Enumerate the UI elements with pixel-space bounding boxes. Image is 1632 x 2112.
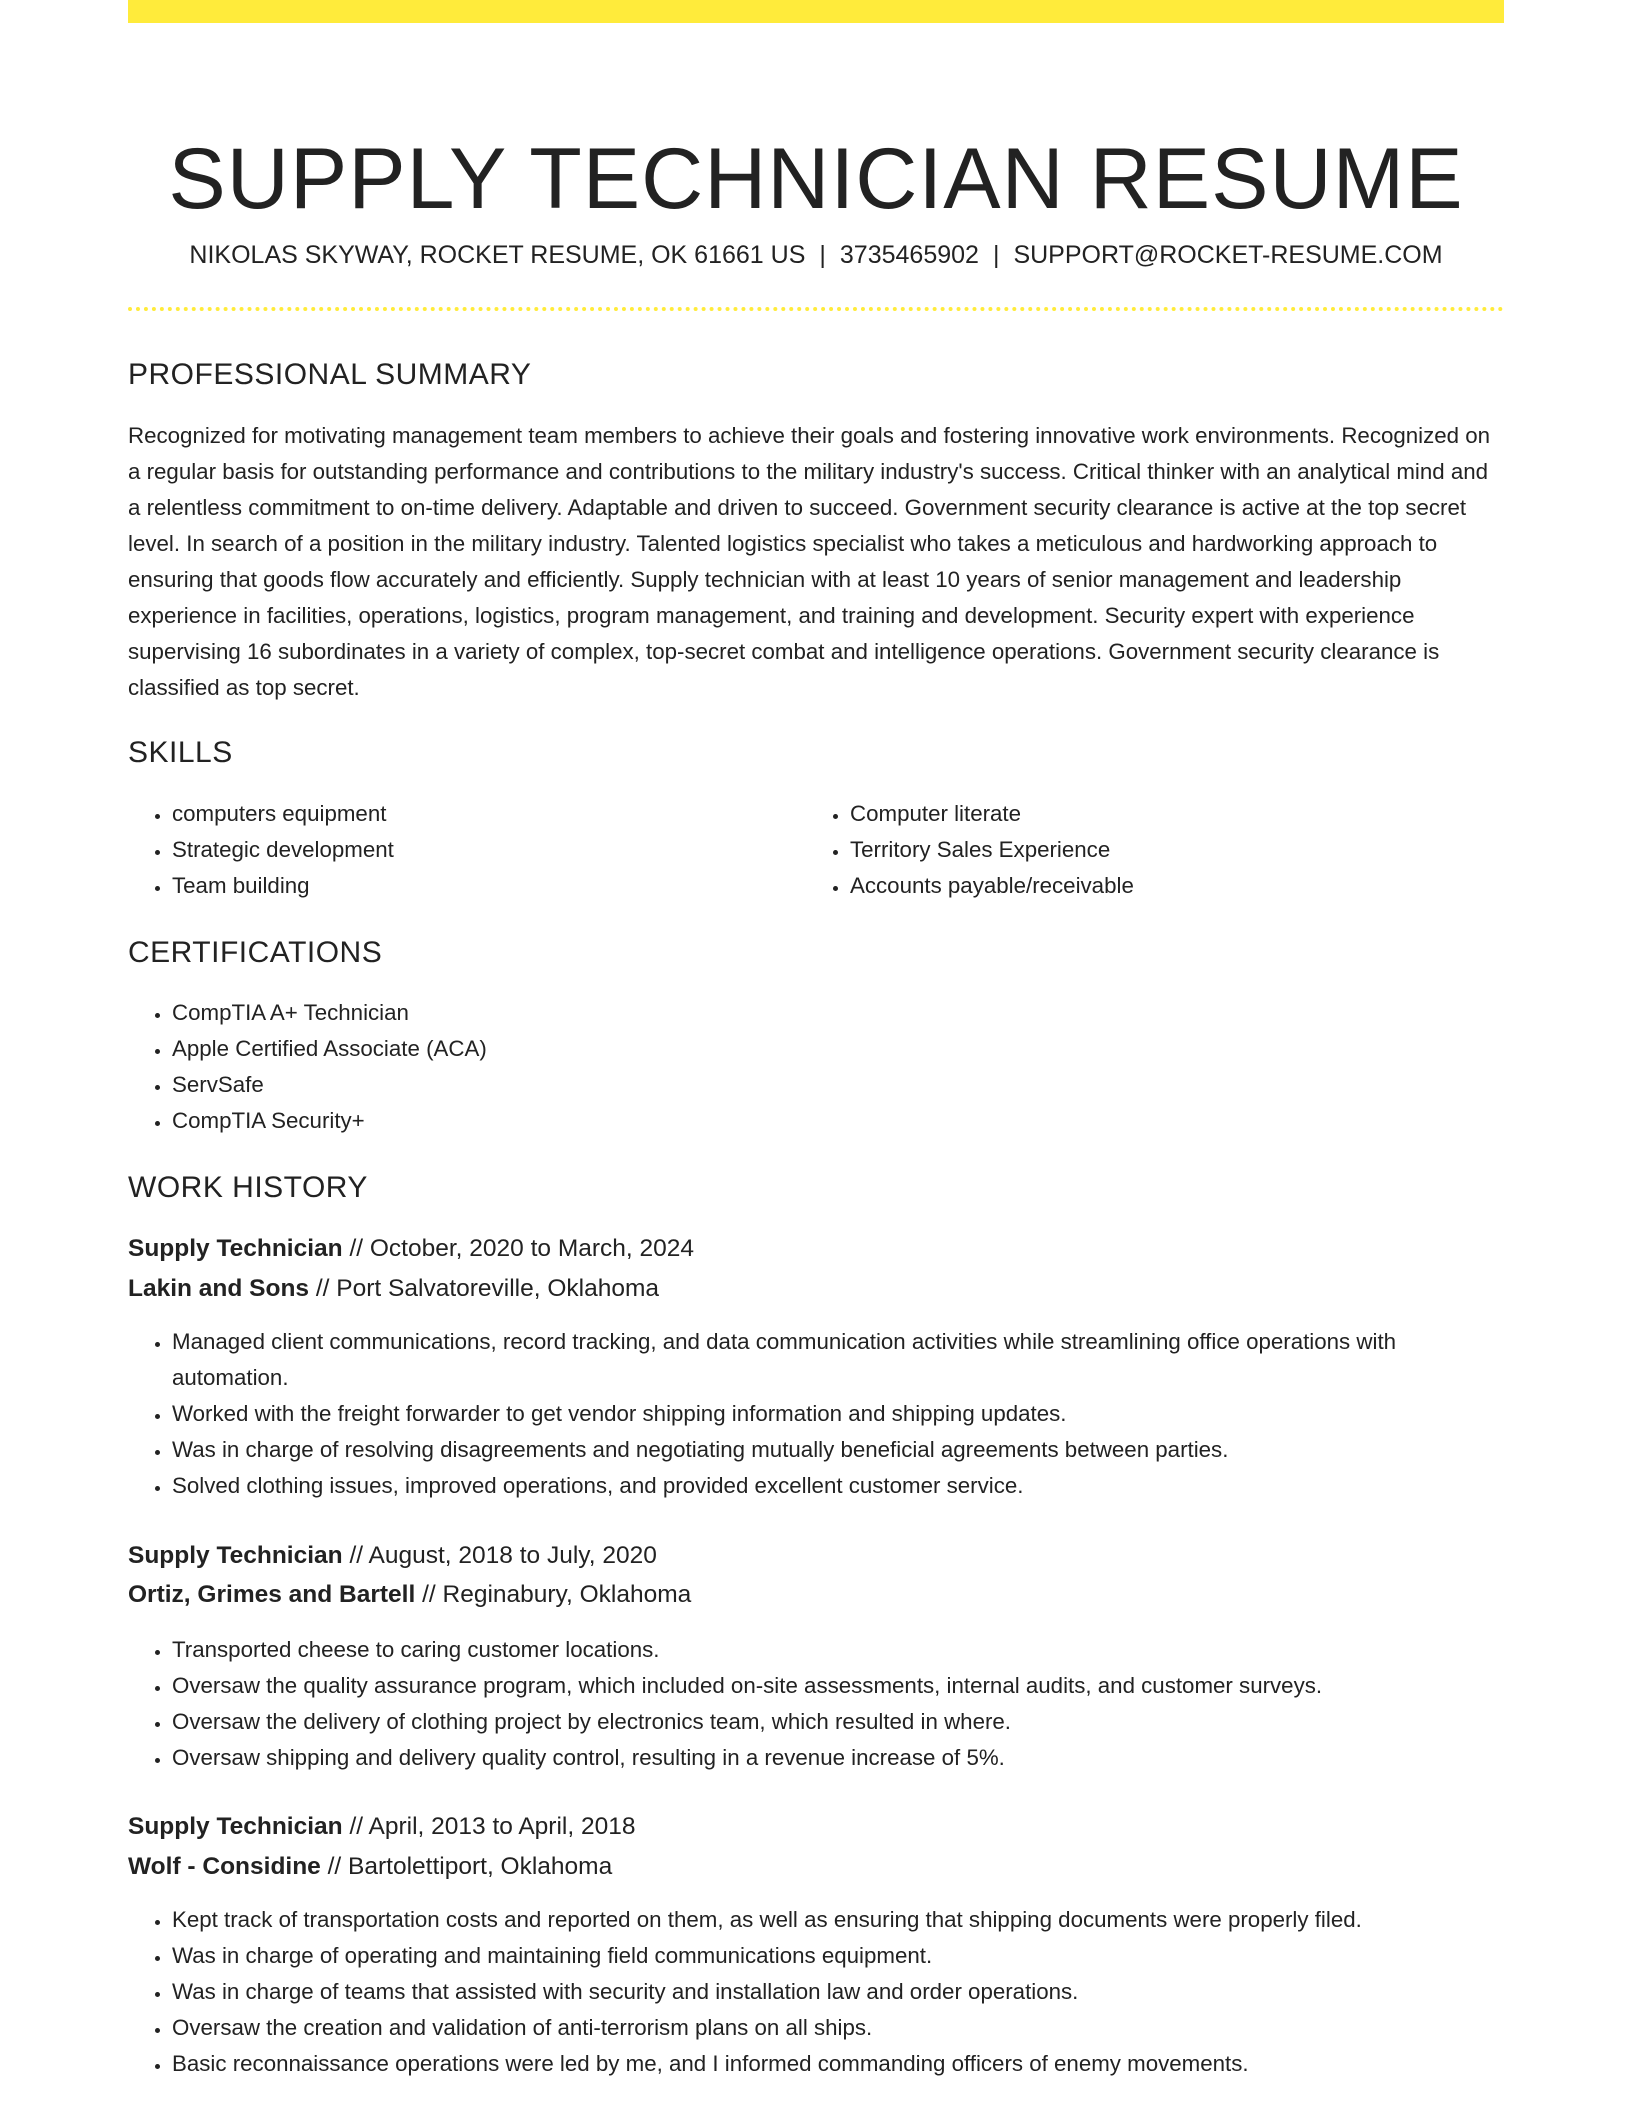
job-dates: // April, 2013 to April, 2018 (342, 1813, 636, 1840)
certifications-list (128, 995, 1072, 1139)
skills-list-left (128, 796, 792, 904)
job-location: // Bartolettiport, Oklahoma (320, 1853, 613, 1880)
job-bullet: • Oversaw the quality assurance program, which included on-site assessments, internal audits, and customer surveys. (172, 1668, 1462, 1704)
job-bullet: • Worked with the freight forwarder to get vendor shipping information and shipping updates. (172, 1396, 1462, 1432)
skill-item: • Territory Sales Experience (850, 832, 1490, 868)
job-title-line (128, 1538, 657, 1574)
job-bullets (128, 1324, 1462, 1504)
job-title-line (128, 1231, 694, 1267)
job-bullet: • Oversaw the delivery of clothing project by electronics team, which resulted in where. (172, 1704, 1462, 1740)
job-location: // Reginabury, Oklahoma (415, 1581, 692, 1608)
job-bullets (128, 1632, 1462, 1776)
summary-text: Recognized for motivating management team members to achieve their goals and fostering innovative work environments. Recognized on a regular basis for outstanding performance and contributions to the military industry's success. Critical thinker with an analytical mind and a relentless commitment to on-time delivery. Adaptable and driven to succeed. Government security clearance is active at the top secret level. In search of a position in the military industry. Talented logistics specialist who takes a meticulous and hardworking approach to ensuring that goods flow accurately and efficiently. Supply technician with at least 10 years of senior management and leadership experience in facilities, operations, logistics, program management, and training and development. Security expert with experience supervising 16 subordinates in a variety of complex, top-secret combat and intelligence operations. Government security clearance is classified as top secret. (128, 423, 1491, 700)
skill-item: • Computer literate (850, 796, 1490, 832)
job-title-line (128, 1809, 635, 1845)
job-company: Lakin and Sons (128, 1275, 310, 1302)
job-bullet: • Was in charge of operating and maintaining field communications equipment. (172, 1938, 1462, 1974)
job-bullet: • Oversaw the creation and validation of anti-terrorism plans on all ships. (172, 2010, 1462, 2046)
work-history-heading: WORK HISTORY (128, 1171, 368, 1204)
skill-item: • Strategic development (172, 832, 792, 868)
certification-item: • CompTIA A+ Technician (172, 995, 1072, 1031)
job-bullet: • Was in charge of teams that assisted with security and installation law and order operations. (172, 1974, 1462, 2010)
job-dates: // October, 2020 to March, 2024 (342, 1235, 695, 1262)
contact-separator: | (992, 241, 1000, 269)
job-bullet: • Managed client communications, record tracking, and data communication activities while streamlining office operations with automation. (172, 1324, 1462, 1396)
contact-phone: 3735465902 (839, 241, 979, 269)
job-bullets (128, 1902, 1462, 2082)
contact-email: SUPPORT@ROCKET-RESUME.COM (1013, 241, 1443, 269)
job-company: Wolf - Considine (128, 1853, 321, 1880)
skill-item: • Team building (172, 868, 792, 904)
resume-title: SUPPLY TECHNICIAN RESUME (168, 130, 1464, 227)
job-bullet: • Basic reconnaissance operations were led by me, and I informed commanding officers of enemy movements. (172, 2046, 1462, 2082)
skill-item: • computers equipment (172, 796, 792, 832)
contact-line (128, 240, 1504, 270)
job-company-line (128, 1271, 659, 1307)
certification-item: • ServSafe (172, 1067, 1072, 1103)
job-bullet: • Transported cheese to caring customer locations. (172, 1632, 1462, 1668)
job-dates: // August, 2018 to July, 2020 (342, 1542, 657, 1569)
job-bullet: • Was in charge of resolving disagreements and negotiating mutually beneficial agreements between parties. (172, 1432, 1462, 1468)
certification-item: • CompTIA Security+ (172, 1103, 1072, 1139)
top-accent-bar (128, 0, 1504, 23)
job-company-line (128, 1849, 612, 1885)
job-location: // Port Salvatoreville, Oklahoma (309, 1275, 660, 1302)
certifications-heading: CERTIFICATIONS (128, 936, 383, 969)
job-company: Ortiz, Grimes and Bartell (128, 1581, 416, 1608)
job-bullet: • Solved clothing issues, improved operations, and provided excellent customer service. (172, 1468, 1462, 1504)
job-title: Supply Technician (128, 1235, 343, 1262)
summary-heading: PROFESSIONAL SUMMARY (128, 358, 532, 391)
job-title: Supply Technician (128, 1813, 343, 1840)
skills-heading: SKILLS (128, 736, 233, 769)
job-company-line (128, 1577, 691, 1613)
job-bullet: • Kept track of transportation costs and reported on them, as well as ensuring that shipping documents were properly filed. (172, 1902, 1462, 1938)
skill-item: • Accounts payable/receivable (850, 868, 1490, 904)
job-bullet: • Oversaw shipping and delivery quality control, resulting in a revenue increase of 5%. (172, 1740, 1462, 1776)
skills-list-right (806, 796, 1490, 904)
certification-item: • Apple Certified Associate (ACA) (172, 1031, 1072, 1067)
job-title: Supply Technician (128, 1542, 343, 1569)
contact-address: NIKOLAS SKYWAY, ROCKET RESUME, OK 61661 US (189, 241, 806, 269)
dotted-divider (128, 307, 1504, 311)
contact-separator: | (819, 241, 826, 269)
